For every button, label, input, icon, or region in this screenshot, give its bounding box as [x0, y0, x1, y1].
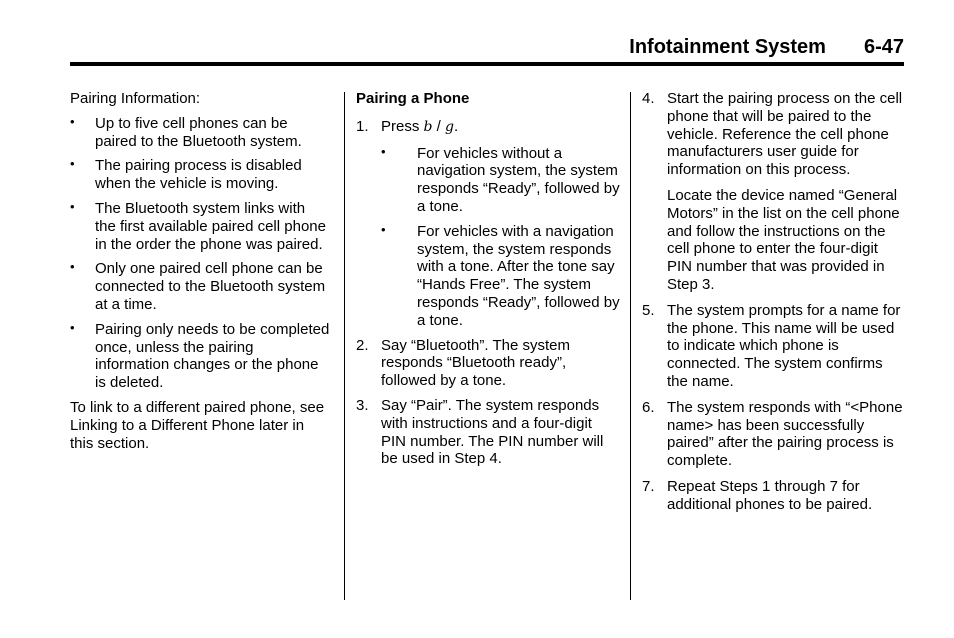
- step-2: 2. Say “Bluetooth”. The system responds “Bluetooth ready”, followed by a tone.: [356, 336, 570, 390]
- list-item: • For vehicles with a navigation system, the system responds with a tone. After the tone say “Hands Free”. The system responds “Ready”, followed by a tone.: [381, 221, 620, 329]
- step-5: 5. The system prompts for a name for the phone. This name will be used to indicate which phone is connected. The system confirms the name.: [642, 301, 901, 390]
- voice-icon: g: [445, 118, 454, 135]
- section-title: Infotainment System: [629, 36, 826, 58]
- list-item: • For vehicles without a navigation system, the system responds “Ready”, followed by a tone.: [381, 143, 620, 215]
- bullet-icon: •: [381, 143, 386, 159]
- bullet-icon: •: [70, 259, 75, 275]
- step-3: 3. Say “Pair”. The system responds with instructions and a four-digit PIN number. The PIN number will be used in Step 4.: [356, 396, 604, 468]
- column-3: [642, 90, 904, 514]
- page-number: 6-47: [863, 36, 904, 58]
- step-4: 4. Start the pairing process on the cell phone that will be paired to the vehicle. Reference the cell phone manufacturers user guide for information on this process.: [642, 90, 903, 179]
- list-item: • Only one paired cell phone can be connected to the Bluetooth system at a time.: [70, 259, 326, 313]
- phone-icon: b: [423, 118, 433, 135]
- column-1: [70, 90, 330, 452]
- list-item: • Pairing only needs to be completed once, unless the pairing information changes or the phone is deleted.: [70, 319, 330, 392]
- column-divider-1: [344, 92, 345, 600]
- pairing-info-intro: Pairing Information:: [70, 90, 201, 107]
- step-7: 7. Repeat Steps 1 through 7 for additional phones to be paired.: [642, 477, 873, 513]
- bullet-icon: •: [381, 221, 386, 237]
- step-6: 6. The system responds with “<Phone name> has been successfully paired” after the pairing process is complete.: [642, 398, 903, 470]
- header-rule: [70, 62, 904, 66]
- step-1: 1. Press b / g.: [356, 117, 459, 135]
- bullet-icon: •: [70, 113, 75, 129]
- bullet-icon: •: [70, 156, 75, 172]
- bullet-icon: •: [70, 319, 75, 335]
- step-4-note: Locate the device named “General Motors” in the list on the cell phone and follow the instructions on the cell phone to enter the four-digit PIN number that was provided in Step 3.: [667, 186, 900, 293]
- list-item: • The Bluetooth system links with the first available paired cell phone in the order the phone was paired.: [70, 198, 326, 253]
- column-divider-2: [630, 92, 631, 600]
- column-2: [356, 90, 620, 468]
- cross-reference-text: To link to a different paired phone, see Linking to a Different Phone later in this section.: [70, 398, 325, 452]
- page-header: [70, 36, 904, 64]
- list-item: • Up to five cell phones can be paired to the Bluetooth system.: [70, 113, 302, 150]
- bullet-icon: •: [70, 198, 75, 214]
- list-item: • The pairing process is disabled when the vehicle is moving.: [70, 156, 302, 193]
- section-heading: Pairing a Phone: [356, 90, 470, 107]
